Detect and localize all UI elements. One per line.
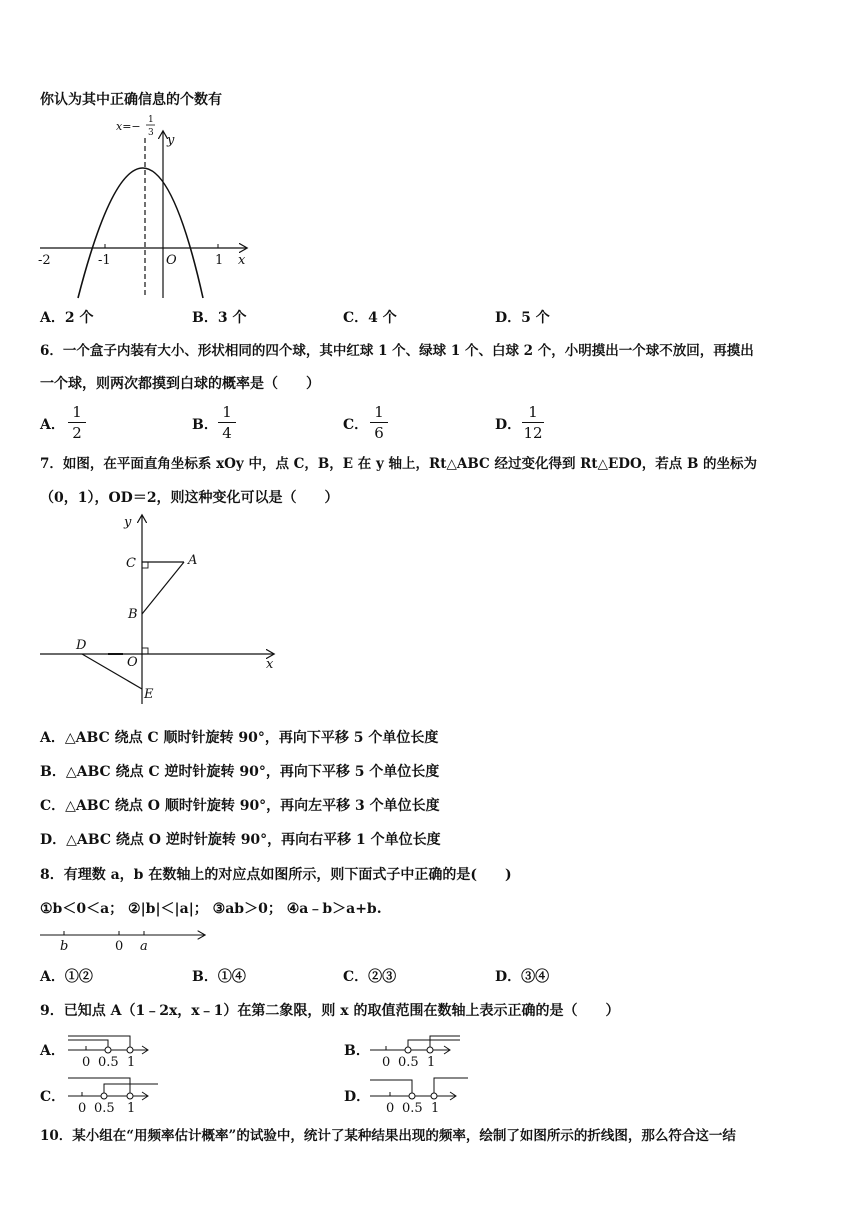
- question-7-line1: 7．如图，在平面直角坐标系 xOy 中，点 C，B，E 在 y 轴上，Rt△ABC 经过变化得到 Rt△EDO，若点 B 的坐标为: [40, 456, 758, 472]
- tick-1: 1: [215, 253, 224, 268]
- q8-option-b: B．①④: [192, 969, 246, 985]
- q5-option-c: C．4 个: [343, 310, 397, 326]
- question-8-line1: 8．有理数 a，b 在数轴上的对应点如图所示，则下面式子中正确的是( ): [40, 867, 512, 883]
- question-8-statements: ①b＜0＜a； ②|b|＜|a|； ③ab＞0； ④a﹣b＞a+b.: [40, 901, 382, 917]
- point-o-label: O: [127, 655, 138, 670]
- q9d-tick-05: 0.5: [402, 1101, 423, 1116]
- q7-option-a: A．△ABC 绕点 C 顺时针旋转 90°，再向下平移 5 个单位长度: [40, 730, 439, 746]
- q8-option-c: C．②③: [343, 969, 397, 985]
- question-10-line1: 10．某小组在“用频率估计概率”的试验中，统计了某种结果出现的频率，绘制了如图所示的折线图，那么符合这一结: [40, 1128, 736, 1144]
- q9-option-a-label: A．: [40, 1043, 65, 1059]
- point-d-label: D: [76, 638, 87, 653]
- symmetry-label: x=−: [116, 120, 141, 133]
- q9b-tick-1: 1: [427, 1055, 436, 1070]
- q9-option-d-numberline: [370, 1074, 480, 1118]
- q6-option-a-frac: 1 2: [68, 403, 86, 442]
- q9d-tick-0: 0: [386, 1101, 395, 1116]
- q9-option-d-label: D．: [344, 1089, 371, 1105]
- q6-option-d-frac: 1 12: [523, 403, 543, 442]
- axis-zero-label: 0: [115, 939, 124, 954]
- q6-option-d-label: D．: [495, 417, 522, 433]
- q5-option-a: A．2 个: [40, 310, 94, 326]
- q9c-tick-0: 0: [78, 1101, 87, 1116]
- tick-minus2: -2: [38, 253, 51, 268]
- q9-option-b-numberline: [370, 1030, 470, 1072]
- q6-option-b-label: B．: [192, 417, 218, 433]
- triangle-figure: [38, 512, 283, 707]
- q9b-tick-05: 0.5: [398, 1055, 419, 1070]
- q6-option-a-label: A．: [40, 417, 65, 433]
- point-b-label: B: [128, 607, 138, 622]
- q6-option-c-frac: 1 6: [370, 403, 388, 442]
- point-e-label: E: [144, 687, 154, 702]
- axis-a-label: a: [140, 939, 148, 954]
- question-6-line1: 6．一个盒子内装有大小、形状相同的四个球，其中红球 1 个、绿球 1 个、白球 2 个，小明摸出一个球不放回，再摸出: [40, 343, 754, 359]
- q7-option-b: B．△ABC 绕点 C 逆时针旋转 90°，再向下平移 5 个单位长度: [40, 764, 440, 780]
- q7-option-d: D．△ABC 绕点 O 逆时针旋转 90°，再向右平移 1 个单位长度: [40, 832, 441, 848]
- tick-minus1: -1: [98, 253, 111, 268]
- question-6-line2: 一个球，则两次都摸到白球的概率是（ ）: [40, 376, 320, 392]
- fig7-y-label: y: [124, 515, 132, 530]
- q9b-tick-0: 0: [382, 1055, 391, 1070]
- fig7-x-label: x: [266, 657, 274, 672]
- symmetry-frac-den: 3: [148, 128, 154, 138]
- point-a-label: A: [188, 553, 198, 568]
- q8-option-d: D．③④: [495, 969, 550, 985]
- symmetry-frac-num: 1: [148, 115, 154, 125]
- y-axis-label: y: [167, 133, 175, 148]
- q8-option-a: A．①②: [40, 969, 93, 985]
- question-7-line2: （0，1），OD＝2，则这种变化可以是（ ）: [40, 490, 339, 506]
- q5-option-d: D．5 个: [495, 310, 550, 326]
- q9c-tick-1: 1: [127, 1101, 136, 1116]
- question-5-tail: 你认为其中正确信息的个数有: [40, 92, 222, 108]
- q7-option-c: C．△ABC 绕点 O 顺时针旋转 90°，再向左平移 3 个单位长度: [40, 798, 440, 814]
- x-axis-label: x: [238, 253, 246, 268]
- number-line-ab: [40, 926, 215, 952]
- q6-option-c-label: C．: [343, 417, 369, 433]
- q9-option-c-numberline: [68, 1074, 168, 1118]
- origin-label: O: [166, 253, 177, 268]
- q9a-tick-1: 1: [127, 1055, 136, 1070]
- q6-option-b-frac: 1 4: [218, 403, 236, 442]
- axis-b-label: b: [60, 939, 69, 954]
- q5-option-b: B．3 个: [192, 310, 247, 326]
- q9d-tick-1: 1: [431, 1101, 440, 1116]
- q9-option-b-label: B．: [344, 1043, 370, 1059]
- q9-option-a-numberline: [68, 1030, 168, 1072]
- question-9-line1: 9．已知点 A（1﹣2x，x﹣1）在第二象限，则 x 的取值范围在数轴上表示正确的是（ ）: [40, 1003, 620, 1019]
- q9a-tick-05: 0.5: [98, 1055, 119, 1070]
- q9-option-c-label: C．: [40, 1089, 66, 1105]
- q9a-tick-0: 0: [82, 1055, 91, 1070]
- parabola-graph: [38, 115, 258, 303]
- q9c-tick-05: 0.5: [94, 1101, 115, 1116]
- point-c-label: C: [126, 556, 136, 571]
